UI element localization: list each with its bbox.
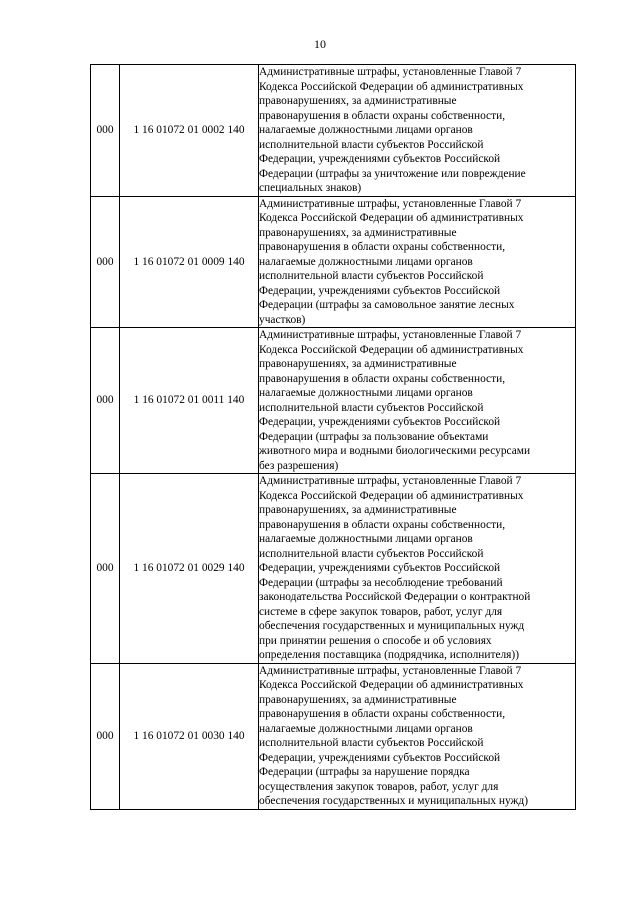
admin-code-cell: 000: [91, 65, 120, 197]
description-line: законодательства Российской Федерации о контрактной: [259, 591, 531, 603]
description-line: Кодекса Российской Федерации об административных: [259, 80, 524, 93]
description-line: специальных знаков): [259, 182, 362, 194]
description-line: Административные штрафы, установленные Главой 7: [259, 197, 522, 210]
table-row: [91, 65, 576, 197]
description-line: Федерации (штрафы за пользование объектами: [259, 430, 489, 443]
table-row: [91, 328, 576, 474]
description-line: определения поставщика (подрядчика, исполнителя)): [259, 649, 520, 661]
description-line: правонарушениях, за административные: [259, 358, 457, 370]
kbk-code-cell: 1 16 01072 01 0002 140: [120, 65, 259, 197]
description-line: Федерации (штрафы за нарушение порядка: [259, 766, 470, 778]
description-line: налагаемые должностными лицами органов: [259, 722, 473, 735]
description-line: правонарушения в области охраны собственности,: [259, 241, 506, 253]
description-line: Административные штрафы, установленные Главой 7: [259, 664, 522, 677]
kbk-code-cell: 1 16 01072 01 0011 140: [120, 328, 259, 474]
description-cell: [259, 663, 576, 809]
description-line: налагаемые должностными лицами органов: [259, 387, 473, 399]
description-line: участков): [259, 313, 306, 326]
description-line: Федерации (штрафы за несоблюдение требований: [259, 576, 503, 589]
description-cell: [259, 65, 576, 197]
description-cell: [259, 328, 576, 474]
page-number: 10: [314, 37, 326, 51]
description-line: Кодекса Российской Федерации об административных: [259, 212, 524, 224]
description-line: налагаемые должностными лицами органов: [259, 533, 473, 545]
admin-code-cell: 000: [91, 474, 120, 664]
description-line: налагаемые должностными лицами органов: [259, 124, 473, 136]
description-line: правонарушения в области охраны собственности,: [259, 708, 506, 720]
description-line: правонарушения в области охраны собственности,: [259, 372, 506, 385]
description-line: исполнительной власти субъектов Российской: [259, 547, 484, 560]
kbk-code-cell: 1 16 01072 01 0029 140: [120, 474, 259, 664]
description-line: при принятии решения о способе и об условиях: [259, 634, 492, 647]
budget-classification-table: [90, 64, 576, 810]
description-line: осуществления закупок товаров, работ, услуг для: [259, 780, 499, 793]
description-line: Кодекса Российской Федерации об административных: [259, 679, 524, 691]
description-line: исполнительной власти субъектов Российской: [259, 737, 484, 749]
description-cell: [259, 196, 576, 328]
admin-code-cell: 000: [91, 196, 120, 328]
description-line: Федерации, учреждениями субъектов Российской: [259, 751, 501, 764]
description-line: Административные штрафы, установленные Главой 7: [259, 475, 522, 487]
admin-code-cell: 000: [91, 663, 120, 809]
description-line: правонарушениях, за административные: [259, 95, 457, 107]
description-line: правонарушения в области охраны собственности,: [259, 109, 506, 122]
description-line: Федерации, учреждениями субъектов Российской: [259, 562, 501, 574]
description-line: Федерации, учреждениями субъектов Российской: [259, 153, 501, 165]
description-line: налагаемые должностными лицами органов: [259, 255, 473, 268]
description-line: Кодекса Российской Федерации об административных: [259, 343, 524, 356]
description-line: правонарушениях, за административные: [259, 693, 457, 706]
table-body: [91, 65, 576, 810]
description-line: Административные штрафы, установленные Главой 7: [259, 329, 522, 341]
admin-code-cell: 000: [91, 328, 120, 474]
table-row: [91, 474, 576, 664]
description-line: Административные штрафы, установленные Главой 7: [259, 66, 522, 78]
description-line: обеспечения государственных и муниципальных нужд: [259, 620, 525, 632]
description-cell: [259, 474, 576, 664]
description-line: правонарушения в области охраны собственности,: [259, 518, 506, 531]
description-line: без разрешения): [259, 459, 339, 472]
description-line: исполнительной власти субъектов Российской: [259, 270, 484, 282]
kbk-code-cell: 1 16 01072 01 0009 140: [120, 196, 259, 328]
description-line: Федерации (штрафы за уничтожение или повреждение: [259, 167, 526, 180]
description-line: обеспечения государственных и муниципальных нужд): [259, 795, 529, 807]
description-line: животного мира и водными биологическими ресурсами: [259, 445, 531, 457]
description-line: исполнительной власти субъектов Российской: [259, 138, 484, 151]
description-line: системе в сфере закупок товаров, работ, услуг для: [259, 605, 503, 618]
table-row: [91, 196, 576, 328]
description-line: Федерации, учреждениями субъектов Российской: [259, 284, 501, 297]
description-line: правонарушениях, за административные: [259, 504, 457, 516]
description-line: исполнительной власти субъектов Российской: [259, 401, 484, 414]
description-line: Федерации, учреждениями субъектов Российской: [259, 416, 501, 428]
kbk-code-cell: 1 16 01072 01 0030 140: [120, 663, 259, 809]
description-line: Федерации (штрафы за самовольное занятие лесных: [259, 299, 515, 311]
description-line: правонарушениях, за административные: [259, 226, 457, 239]
description-line: Кодекса Российской Федерации об административных: [259, 489, 524, 502]
table-row: [91, 663, 576, 809]
